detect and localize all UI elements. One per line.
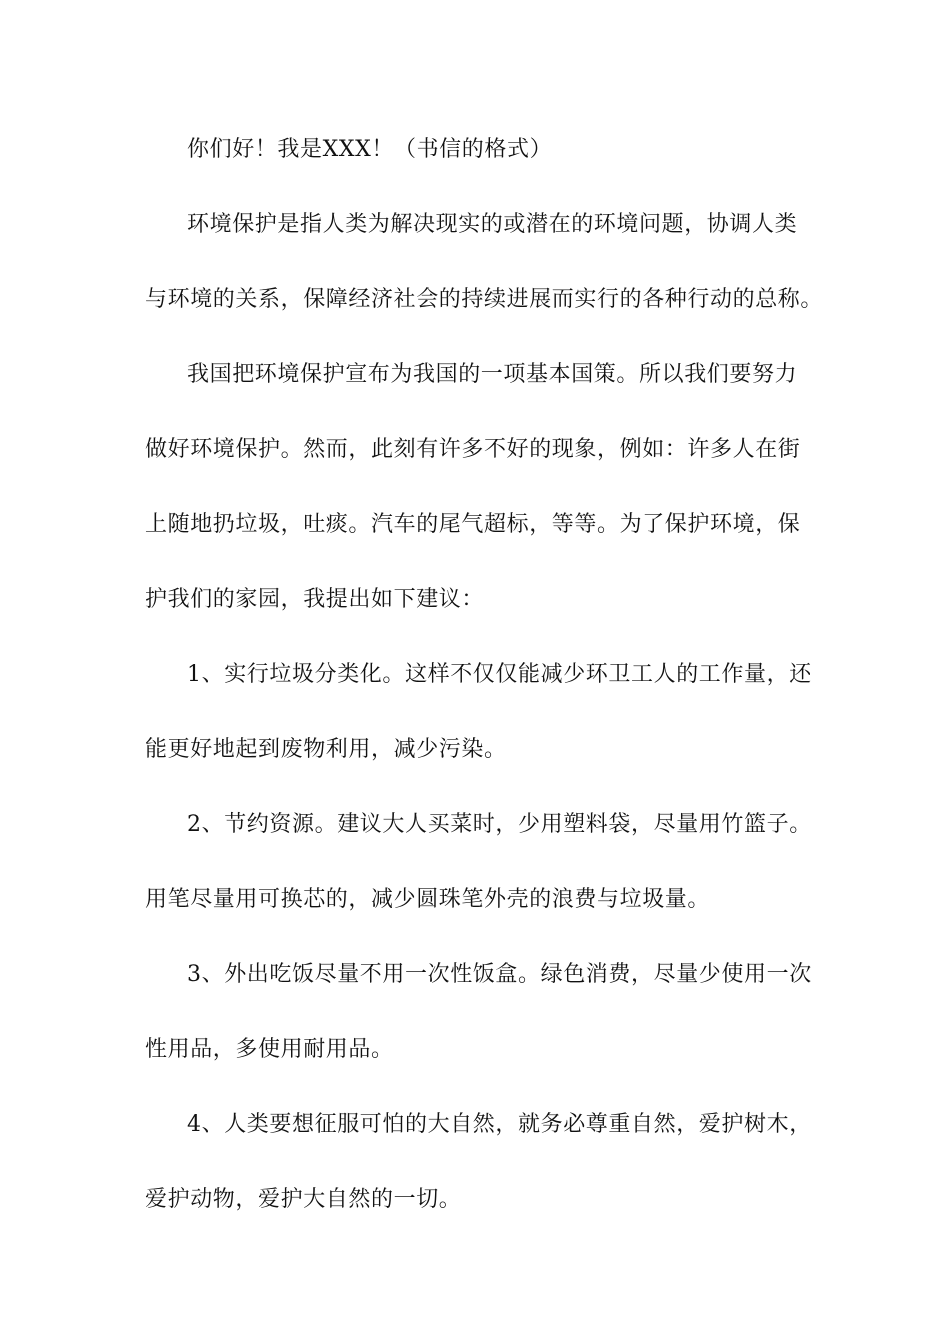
text-line: [0, 730, 950, 770]
text-line-content: 爱护动物，爱护大自然的一切。: [145, 1187, 462, 1212]
text-line-content: 做好环境保护。然而，此刻有许多不好的现象，例如：许多人在街: [145, 437, 801, 462]
text-line-content: 上随地扔垃圾，吐痰。汽车的尾气超标，等等。为了保护环境，保: [145, 512, 801, 537]
text-line: [0, 805, 950, 845]
text-line: [0, 1030, 950, 1070]
text-line-content: 护我们的家园，我提出如下建议：: [145, 587, 485, 612]
text-line-content: 我国把环境保护宣布为我国的一项基本国策。所以我们要努力: [187, 362, 798, 387]
text-line-content: 1、实行垃圾分类化。这样不仅仅能减少环卫工人的工作量，还: [187, 662, 812, 687]
text-line-content: 2、节约资源。建议大人买菜时，少用塑料袋，尽量用竹篮子。: [187, 812, 812, 837]
text-line: [0, 280, 950, 320]
text-line-content: 能更好地起到废物利用，减少污染。: [145, 737, 507, 762]
text-line: [0, 1105, 950, 1145]
text-line-content: 3、外出吃饭尽量不用一次性饭盒。绿色消费，尽量少使用一次: [187, 962, 812, 987]
text-line: [0, 580, 950, 620]
text-line: [0, 430, 950, 470]
text-line: [0, 205, 950, 245]
text-line-content: 环境保护是指人类为解决现实的或潜在的环境问题，协调人类: [187, 212, 798, 237]
text-line-content: 与环境的关系，保障经济社会的持续进展而实行的各种行动的总称。: [145, 287, 824, 312]
text-line: [0, 655, 950, 695]
text-line: [0, 505, 950, 545]
text-line: [0, 355, 950, 395]
text-line: [0, 130, 950, 170]
text-line-content: 4、人类要想征服可怕的大自然，就务必尊重自然，爱护树木，: [187, 1112, 812, 1137]
text-line-content: 你们好！我是XXX！（书信的格式）: [187, 137, 553, 162]
text-line: [0, 1180, 950, 1220]
text-line: [0, 880, 950, 920]
text-line: [0, 955, 950, 995]
text-line-content: 用笔尽量用可换芯的，减少圆珠笔外壳的浪费与垃圾量。: [145, 887, 711, 912]
text-line-content: 性用品，多使用耐用品。: [145, 1037, 394, 1062]
